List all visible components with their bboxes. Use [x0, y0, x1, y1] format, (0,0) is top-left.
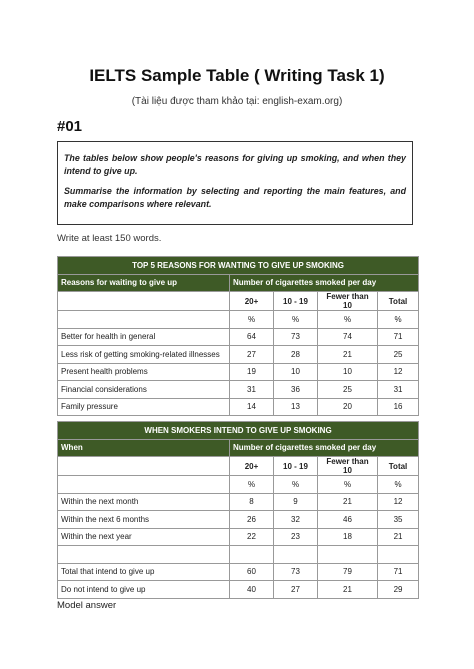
table-cell: 27	[230, 346, 274, 364]
table-cell: 36	[274, 381, 318, 399]
table-row	[58, 363, 419, 381]
table-cell: 23	[274, 528, 318, 546]
row-label: Less risk of getting smoking-related illnesses	[58, 346, 230, 364]
unit-row	[58, 311, 419, 329]
table-title-row	[58, 257, 419, 275]
table-cell: 12	[378, 363, 419, 381]
unit-cell: %	[318, 311, 378, 329]
column-header: Total	[378, 292, 419, 311]
table-cell: 46	[318, 511, 378, 529]
row-label: Family pressure	[58, 398, 230, 416]
unit-cell: %	[230, 311, 274, 329]
table-cell: 16	[378, 398, 419, 416]
row-label: Total that intend to give up	[58, 563, 230, 581]
column-header: Fewer than 10	[318, 457, 378, 476]
table-cell: 26	[230, 511, 274, 529]
table-row	[58, 346, 419, 364]
table-row	[58, 328, 419, 346]
table-cell: 21	[378, 528, 419, 546]
column-header: 20+	[230, 292, 274, 311]
unit-cell: %	[274, 311, 318, 329]
section-number: #01	[57, 118, 83, 135]
table-cell: 19	[230, 363, 274, 381]
column-header: Total	[378, 457, 419, 476]
unit-cell: %	[378, 311, 419, 329]
table-cell: 20	[318, 398, 378, 416]
task-description: The tables below show people's reasons for giving up smoking, and when they intend to give up.	[64, 153, 406, 176]
table-row	[58, 563, 419, 581]
table-cell: 74	[318, 328, 378, 346]
column-header: 10 - 19	[274, 457, 318, 476]
table-cell: 31	[378, 381, 419, 399]
table-header-row	[58, 274, 419, 292]
table-cell: 60	[230, 563, 274, 581]
table-cell: 21	[318, 493, 378, 511]
table-cell: 18	[318, 528, 378, 546]
group-column-header: Number of cigarettes smoked per day	[230, 439, 419, 457]
unit-cell: %	[230, 476, 274, 494]
table-cell: 10	[318, 363, 378, 381]
table-cell: 71	[378, 563, 419, 581]
intentions-table	[57, 421, 419, 599]
unit-row	[58, 476, 419, 494]
column-header-row	[58, 457, 419, 476]
task-instruction: Summarise the information by selecting and reporting the main features, and make comparisons where relevant.	[64, 186, 406, 209]
document-title: IELTS Sample Table ( Writing Task 1)	[89, 66, 385, 85]
task-instructions-box	[57, 141, 413, 225]
spacer-row	[58, 546, 419, 564]
table-row	[58, 581, 419, 599]
table-cell: 25	[378, 346, 419, 364]
table-cell: 13	[274, 398, 318, 416]
table-cell: 32	[274, 511, 318, 529]
row-label: Within the next month	[58, 493, 230, 511]
unit-cell: %	[274, 476, 318, 494]
unit-cell: %	[318, 476, 378, 494]
row-label: Within the next year	[58, 528, 230, 546]
table-header-row	[58, 439, 419, 457]
table-cell: 21	[318, 346, 378, 364]
table-cell: 79	[318, 563, 378, 581]
table-cell: 71	[378, 328, 419, 346]
unit-cell: %	[378, 476, 419, 494]
row-label: Present health problems	[58, 363, 230, 381]
column-header: 10 - 19	[274, 292, 318, 311]
table-cell: 14	[230, 398, 274, 416]
left-column-header: When	[58, 439, 230, 457]
table-cell: 73	[274, 328, 318, 346]
table-row	[58, 381, 419, 399]
table-row	[58, 398, 419, 416]
table-cell: 22	[230, 528, 274, 546]
table-row	[58, 528, 419, 546]
table-cell: 27	[274, 581, 318, 599]
row-label: Better for health in general	[58, 328, 230, 346]
table-cell: 40	[230, 581, 274, 599]
table-cell: 35	[378, 511, 419, 529]
table-title: WHEN SMOKERS INTEND TO GIVE UP SMOKING	[58, 422, 419, 440]
column-header: 20+	[230, 457, 274, 476]
table-cell: 64	[230, 328, 274, 346]
group-column-header: Number of cigarettes smoked per day	[230, 274, 419, 292]
word-count-instruction: Write at least 150 words.	[57, 233, 162, 244]
table-cell: 25	[318, 381, 378, 399]
table-cell: 29	[378, 581, 419, 599]
model-answer-label: Model answer	[57, 600, 117, 611]
table-cell: 31	[230, 381, 274, 399]
table-title: TOP 5 REASONS FOR WANTING TO GIVE UP SMOKING	[58, 257, 419, 275]
column-header: Fewer than 10	[318, 292, 378, 311]
table-cell: 9	[274, 493, 318, 511]
table-cell: 21	[318, 581, 378, 599]
table-row	[58, 511, 419, 529]
row-label: Financial considerations	[58, 381, 230, 399]
reasons-table	[57, 256, 419, 416]
table-cell: 73	[274, 563, 318, 581]
table-cell: 12	[378, 493, 419, 511]
table-row	[58, 493, 419, 511]
row-label: Within the next 6 months	[58, 511, 230, 529]
left-column-header: Reasons for waiting to give up	[58, 274, 230, 292]
table-cell: 8	[230, 493, 274, 511]
column-header-row	[58, 292, 419, 311]
table-cell: 28	[274, 346, 318, 364]
table-cell: 10	[274, 363, 318, 381]
row-label: Do not intend to give up	[58, 581, 230, 599]
document-subtitle: (Tài liệu được tham khảo tại: english-exam.org)	[131, 96, 343, 107]
table-title-row	[58, 422, 419, 440]
